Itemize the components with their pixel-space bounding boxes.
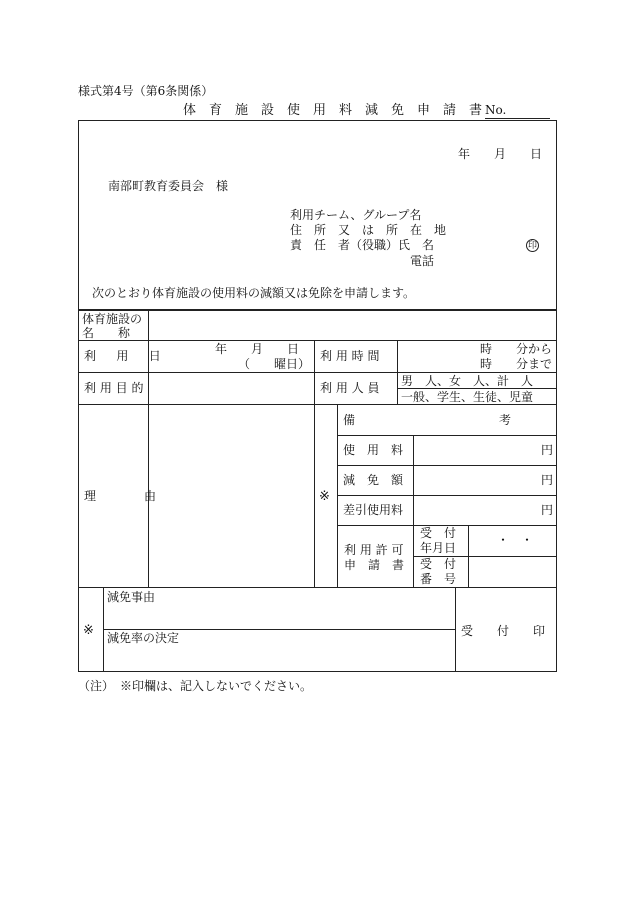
applicant-rep-label: 責 任 者（役職）氏 名 (290, 238, 435, 252)
reason-field[interactable] (149, 405, 313, 586)
footnote: （注） ※印欄は、記入しないでください。 (78, 679, 313, 693)
people-label: 利 用 人 員 (320, 381, 380, 395)
net-fee-yen: 円 (541, 503, 554, 517)
purpose-field[interactable] (149, 373, 313, 403)
number-label: No. (485, 103, 507, 117)
people-template-1[interactable]: 男 人、女 人、計 人 (401, 374, 534, 388)
use-date-label: 利 用 日 (84, 349, 166, 363)
facility-name-label-2: 名 称 (82, 326, 131, 340)
receipt-stamp-label: 受 付 印 (461, 624, 546, 638)
seal-mark: 印 (527, 241, 537, 251)
use-date-template-1[interactable]: 年 月 日 (215, 342, 300, 356)
applicant-phone-label: 電話 (410, 254, 435, 268)
reason-label: 理 由 (84, 489, 157, 503)
permit-label-2: 申 請 書 (344, 558, 405, 572)
net-fee-label: 差引使用料 (343, 503, 404, 517)
receipt-date-label-2: 年月日 (420, 541, 457, 555)
applicant-address-label: 住 所 又 は 所 在 地 (290, 223, 447, 237)
people-template-2[interactable]: 一般、学生、生徒、児童 (401, 390, 534, 404)
purpose-label: 利 用 目 的 (84, 381, 144, 395)
receipt-no-label-1: 受 付 (420, 557, 457, 571)
exempt-reason-label: 減免事由 (107, 590, 156, 604)
facility-name-label-1: 体育施設の (82, 312, 143, 326)
exempt-rate-label: 減免率の決定 (107, 631, 180, 645)
use-time-template-1[interactable]: 時 分から (480, 342, 553, 356)
use-time-label: 利 用 時 間 (320, 349, 380, 363)
remarks-label: 備 考 (343, 413, 512, 427)
addressee: 南部町教育委員会 様 (108, 179, 229, 193)
fee-label: 使 用 料 (343, 443, 404, 457)
number-underline (485, 118, 550, 119)
permit-label-1: 利 用 許 可 (344, 543, 404, 557)
application-date: 年 月 日 (458, 147, 543, 161)
use-time-template-2[interactable]: 時 分まで (480, 357, 553, 371)
office-use-mark-bottom: ※ (83, 623, 94, 638)
facility-name-field[interactable] (149, 311, 556, 339)
use-date-template-2[interactable]: （ 曜日） (238, 357, 311, 371)
office-use-mark: ※ (319, 489, 330, 504)
reduction-label: 減 免 額 (343, 473, 404, 487)
receipt-date-dots: ・ ・ (497, 533, 534, 547)
reduction-yen: 円 (541, 473, 554, 487)
applicant-team-label: 利用チーム、グループ名 (290, 208, 422, 222)
receipt-date-label-1: 受 付 (420, 526, 457, 540)
page-title: 体 育 施 設 使 用 料 減 免 申 請 書 (183, 103, 483, 118)
application-statement: 次のとおり体育施設の使用料の減額又は免除を申請します。 (92, 286, 416, 300)
fee-yen: 円 (541, 443, 554, 457)
form-id: 様式第4号（第6条関係） (78, 84, 214, 98)
receipt-no-label-2: 番 号 (420, 572, 457, 586)
